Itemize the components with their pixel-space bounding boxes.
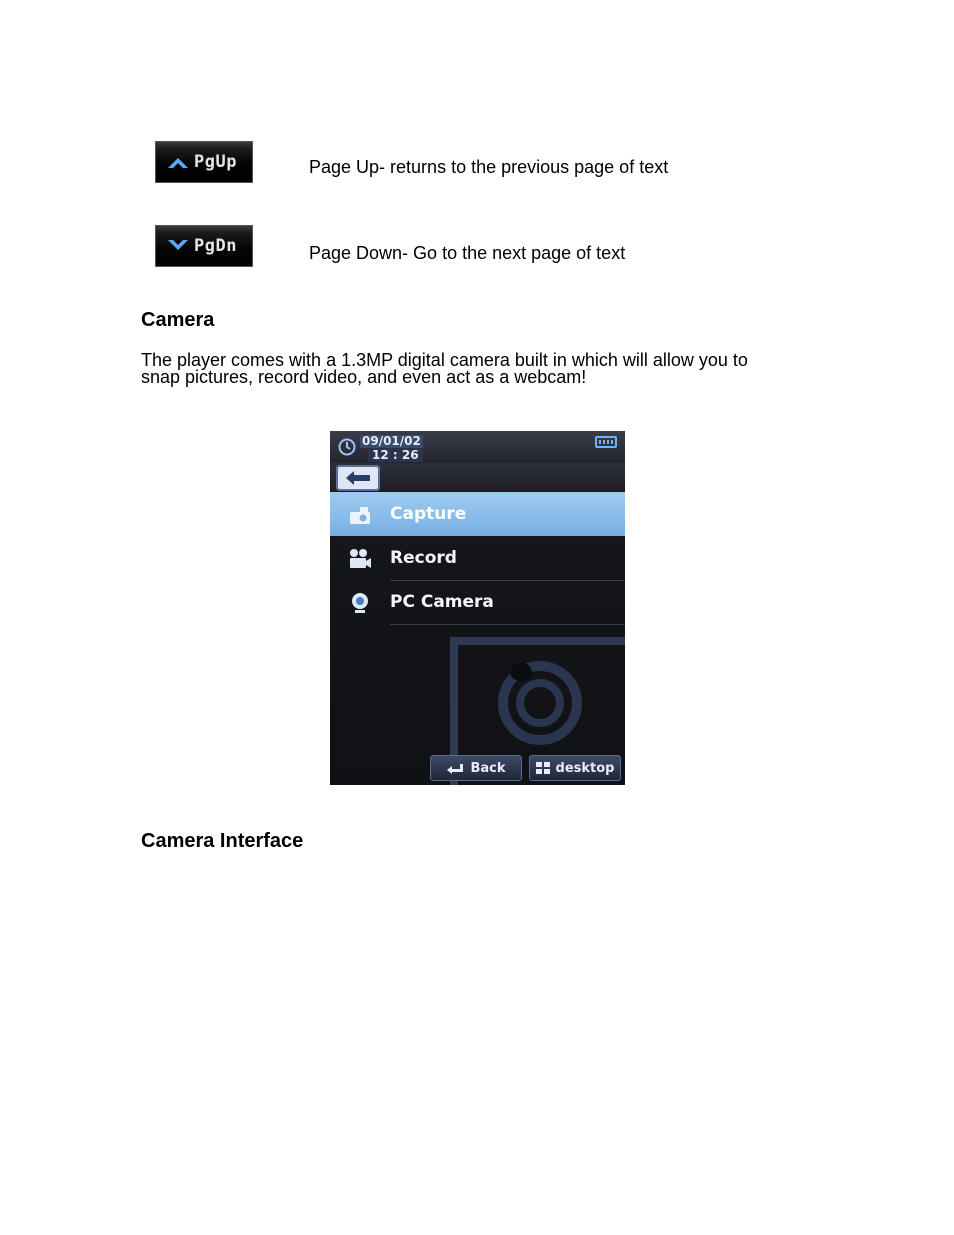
chevron-up-icon	[166, 154, 190, 170]
pgdn-button[interactable]	[155, 225, 253, 267]
camera-paragraph-line-1: The player comes with a 1.3MP digital camera built in which will allow you to	[141, 350, 748, 370]
camera-capture-icon	[348, 504, 372, 526]
menu-item-label: PC Camera	[390, 592, 494, 612]
clock-icon	[338, 438, 356, 456]
battery-icon	[595, 436, 617, 448]
clock	[338, 434, 426, 462]
back-arrow-button[interactable]	[336, 465, 380, 491]
desktop-softkey-label: desktop	[555, 760, 615, 776]
camera-heading: Camera	[141, 309, 215, 331]
desktop-softkey[interactable]	[529, 755, 621, 781]
background-dot	[510, 663, 532, 681]
pgup-button[interactable]	[155, 141, 253, 183]
chevron-down-icon	[166, 238, 190, 254]
grid-icon	[536, 762, 550, 774]
menu-item-pc-camera[interactable]	[330, 580, 625, 624]
back-softkey-label: Back	[470, 760, 506, 776]
pgdn-description: Page Down- Go to the next page of text	[309, 243, 626, 263]
status-bar	[330, 431, 625, 463]
back-softkey[interactable]	[430, 755, 522, 781]
camera-paragraph-line-2: snap pictures, record video, and even act as a webcam!	[141, 367, 587, 387]
menu-item-label: Capture	[390, 504, 467, 524]
background-ring-inner	[516, 679, 564, 727]
video-camera-icon	[348, 548, 372, 570]
camera-interface-heading: Camera Interface	[141, 830, 304, 852]
pgup-label: PgUp	[194, 152, 237, 172]
status-time: 12 : 26	[368, 449, 423, 462]
status-date: 09/01/02	[362, 434, 421, 448]
pgup-description: Page Up- returns to the previous page of text	[309, 157, 669, 177]
menu-divider	[390, 624, 625, 625]
return-arrow-icon	[446, 762, 464, 774]
camera-paragraph	[141, 352, 821, 386]
device-screenshot	[330, 431, 625, 785]
menu-item-record[interactable]	[330, 536, 625, 580]
menu-item-label: Record	[390, 548, 457, 568]
left-arrow-icon	[344, 470, 372, 486]
menu-item-capture[interactable]	[330, 492, 625, 536]
webcam-icon	[348, 592, 372, 614]
pgdn-label: PgDn	[194, 236, 237, 256]
